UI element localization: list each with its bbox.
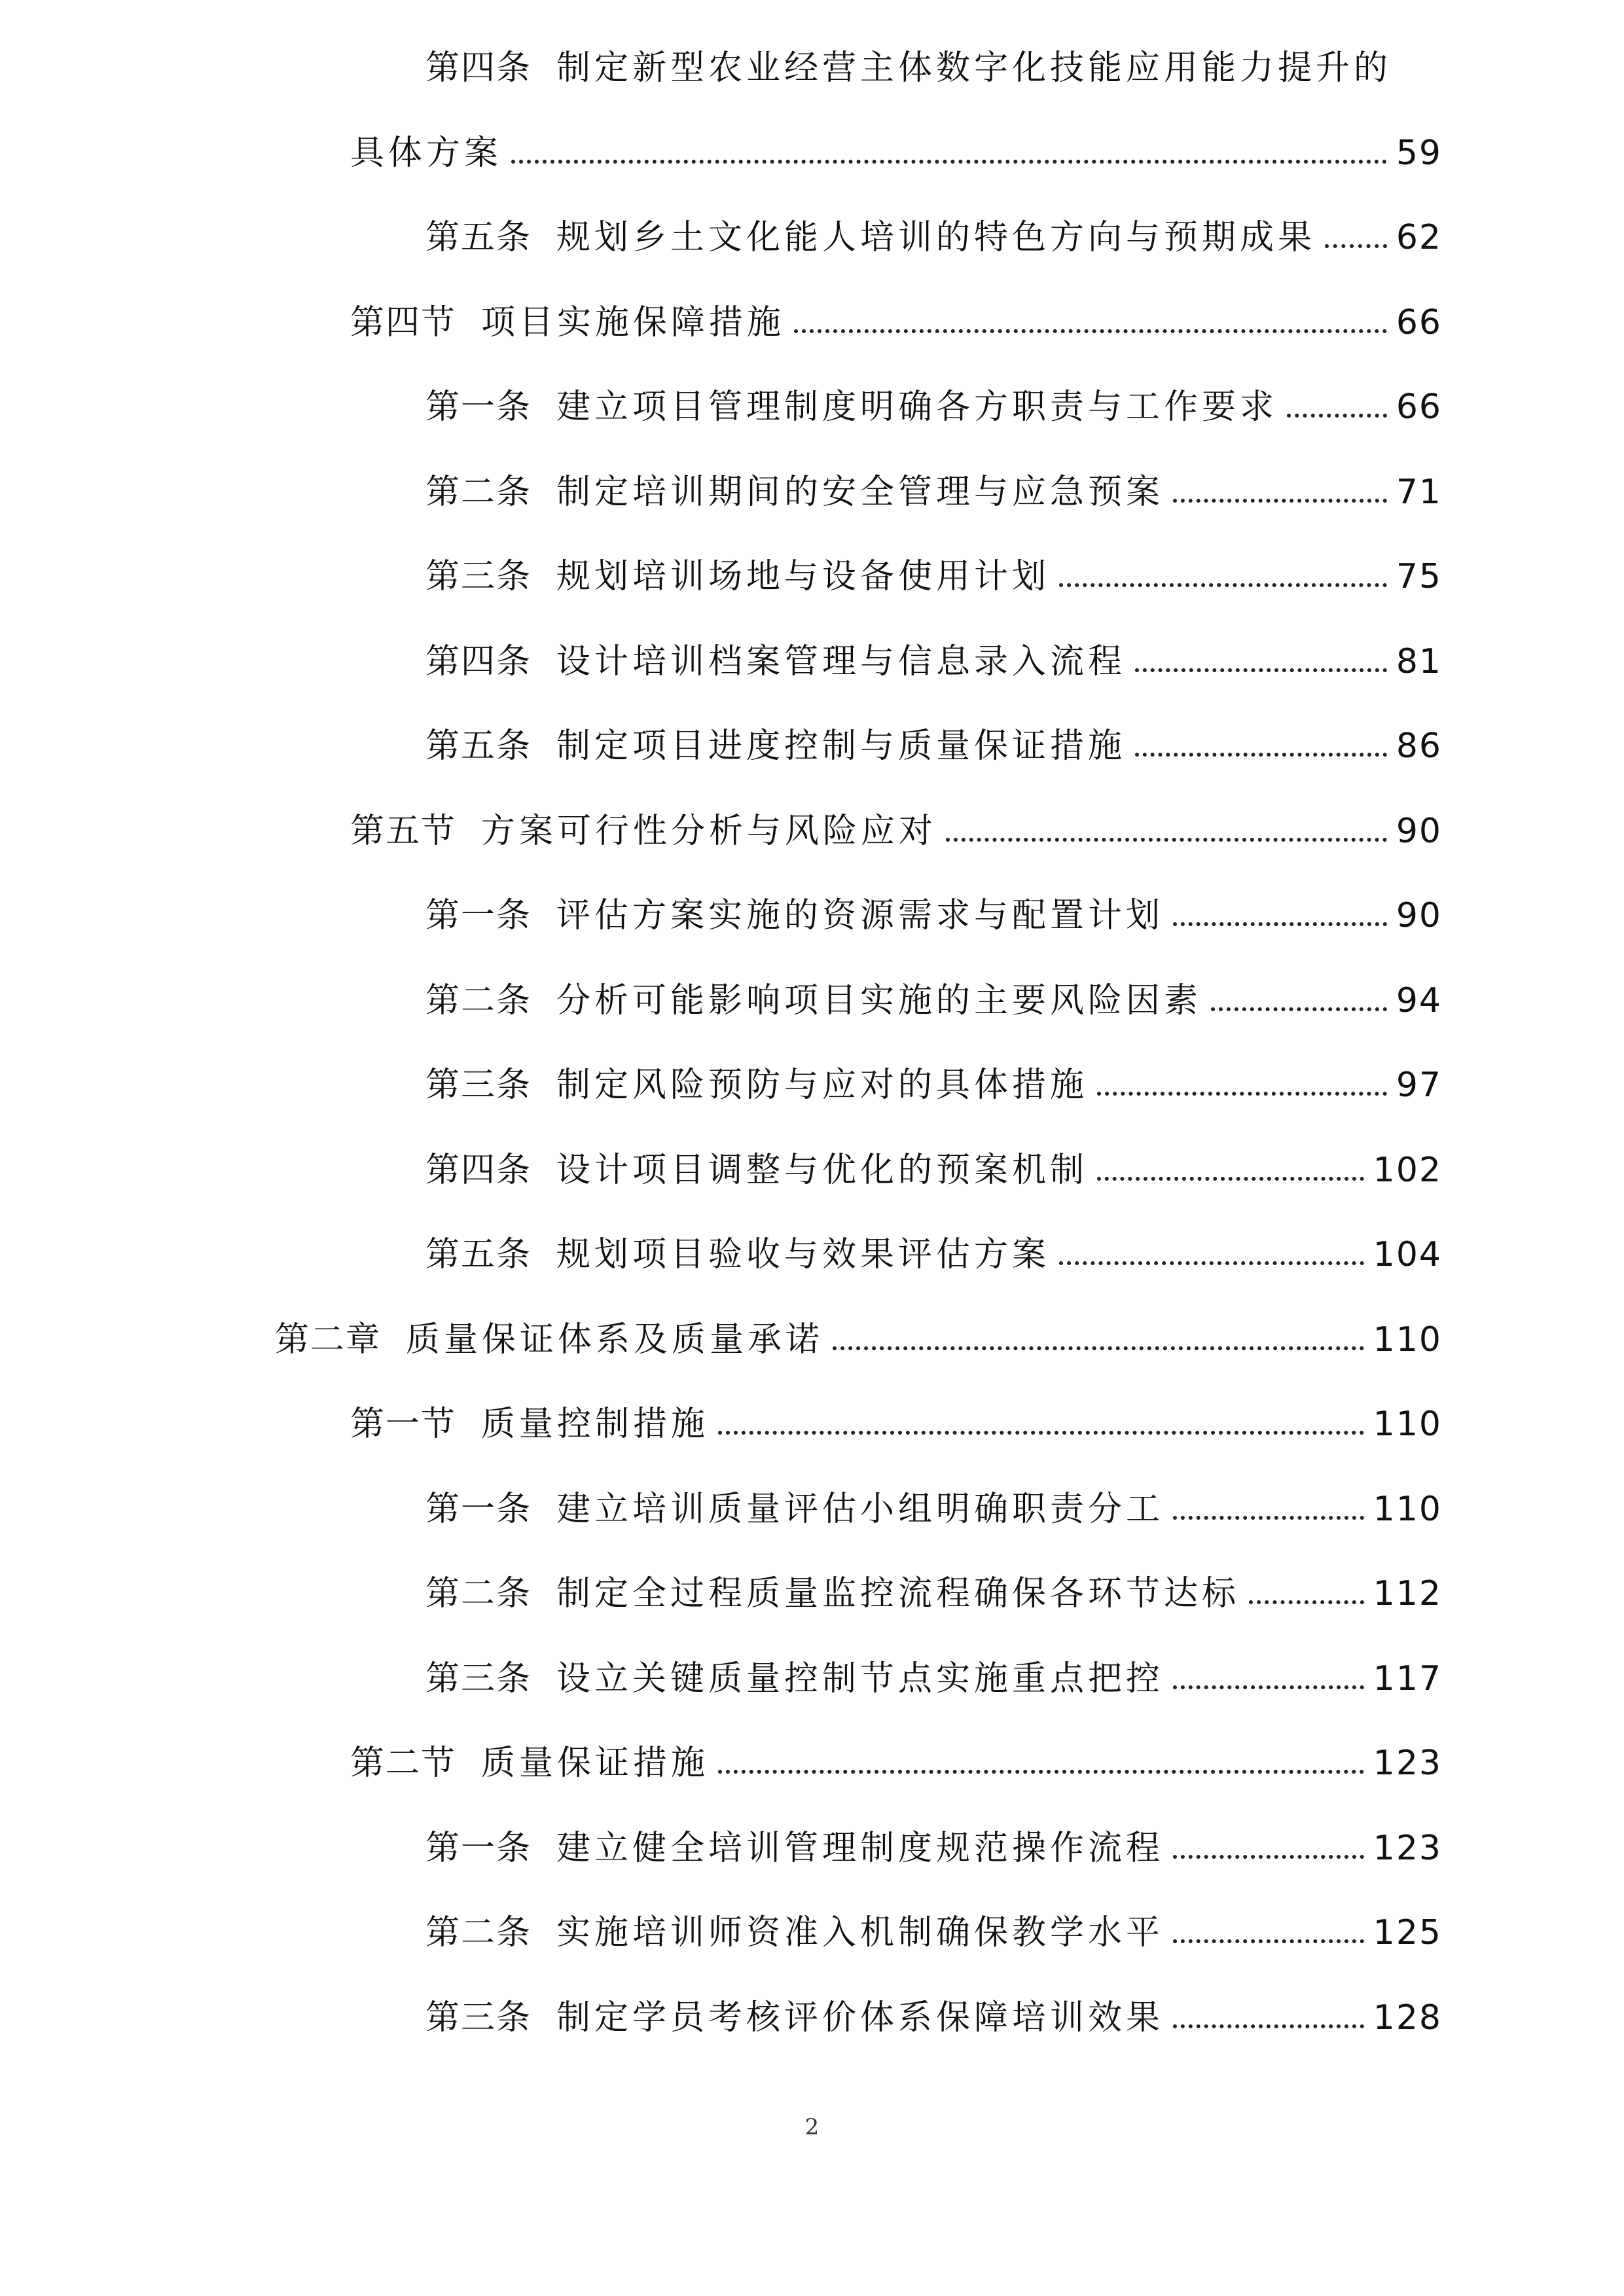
toc-entry-label: 第二条 [425, 980, 532, 1020]
toc-entry-page-number: 117 [1373, 1659, 1442, 1698]
toc-dot-leader [511, 160, 1387, 164]
toc-entry-page-number: 110 [1373, 1319, 1442, 1359]
toc-entry[interactable] [425, 1624, 1442, 1696]
toc-entry-page-number: 75 [1396, 557, 1442, 596]
toc-dot-leader [1173, 1855, 1364, 1859]
toc-entry-title: 建立项目管理制度明确各方职责与工作要求 [556, 387, 1278, 427]
toc-entry-page-number: 110 [1373, 1489, 1442, 1529]
toc-dot-leader [1173, 499, 1387, 503]
toc-entry-label: 第二节 [350, 1744, 457, 1783]
toc-entry-title: 规划项目验收与效果评估方案 [556, 1235, 1051, 1274]
toc-dot-leader [1059, 583, 1387, 587]
toc-entry-title: 制定风险预防与应对的具体措施 [556, 1066, 1089, 1105]
toc-dot-leader [1173, 1516, 1364, 1520]
toc-entry-label: 第五条 [425, 218, 532, 257]
toc-dot-leader [1097, 1092, 1387, 1096]
toc-entry[interactable] [425, 437, 1442, 512]
toc-entry-label: 第三条 [425, 557, 532, 596]
toc-entry[interactable] [425, 1200, 1442, 1272]
toc-dot-leader [718, 1770, 1364, 1774]
toc-entry-page-number: 102 [1373, 1150, 1442, 1190]
toc-entry-label: 第三条 [425, 1659, 532, 1698]
toc-entry-title: 具体方案 [350, 133, 503, 173]
toc-entry-page-number: 90 [1396, 811, 1442, 851]
toc-entry-title: 质量保证体系及质量承诺 [406, 1319, 824, 1359]
toc-entry-title: 制定项目进度控制与质量保证措施 [556, 726, 1127, 766]
toc-entry-title: 项目实施保障措施 [481, 302, 785, 342]
toc-dot-leader [718, 1431, 1364, 1435]
toc-entry-title: 建立健全培训管理制度规范操作流程 [556, 1828, 1164, 1868]
toc-entry-title: 制定全过程质量监控流程确保各环节达标 [556, 1574, 1240, 1613]
toc-entry[interactable] [425, 1115, 1442, 1190]
toc-dot-leader [1135, 753, 1387, 757]
toc-entry[interactable] [350, 98, 1442, 173]
toc-entry-title: 质量控制措施 [481, 1405, 710, 1444]
toc-entry-page-number: 62 [1396, 218, 1442, 257]
toc-entry-page-number: 104 [1373, 1235, 1442, 1274]
toc-dot-leader [1173, 1939, 1364, 1943]
toc-entry-page-number: 81 [1396, 641, 1442, 681]
toc-entry-page-number: 125 [1373, 1913, 1442, 1952]
toc-entry[interactable] [425, 861, 1442, 933]
toc-entry[interactable] [425, 352, 1442, 427]
toc-entry-page-number: 110 [1373, 1405, 1442, 1444]
toc-entry-title: 规划培训场地与设备使用计划 [556, 557, 1051, 596]
toc-entry-page-number: 59 [1396, 133, 1442, 173]
toc-entry-label: 第四条 [425, 48, 532, 88]
toc-dot-leader [1325, 244, 1387, 248]
toc-entry-label: 第二条 [425, 472, 532, 512]
toc-entry-title: 质量保证措施 [481, 1744, 710, 1783]
toc-entry-page-number: 86 [1396, 726, 1442, 766]
toc-dot-leader [833, 1346, 1364, 1350]
toc-entry-label: 第五条 [425, 1235, 532, 1274]
toc-entry-title: 制定培训期间的安全管理与应急预案 [556, 472, 1164, 512]
toc-dot-leader [794, 329, 1387, 333]
toc-entry-label: 第二条 [425, 1913, 532, 1952]
toc-dot-leader [1173, 922, 1387, 926]
toc-entry-label: 第四节 [350, 302, 457, 342]
toc-entry-label: 第一条 [425, 387, 532, 427]
toc-entry-label: 第一节 [350, 1405, 457, 1444]
toc-entry-page-number: 90 [1396, 896, 1442, 935]
toc-entry-title: 设计培训档案管理与信息录入流程 [556, 641, 1127, 681]
toc-entry[interactable] [350, 1369, 1442, 1444]
toc-dot-leader [1135, 668, 1387, 672]
toc-entry-title: 实施培训师资准入机制确保教学水平 [556, 1913, 1164, 1952]
toc-entry-title: 规划乡土文化能人培训的特色方向与预期成果 [556, 218, 1316, 257]
toc-entry[interactable] [350, 268, 1442, 340]
toc-dot-leader [1249, 1600, 1364, 1604]
toc-entry[interactable] [350, 1708, 1442, 1783]
toc-dot-leader [946, 838, 1387, 842]
toc-entry-page-number: 123 [1373, 1744, 1442, 1783]
toc-entry-page-number: 66 [1396, 302, 1442, 342]
toc-entry-page-number: 128 [1373, 1998, 1442, 2037]
toc-entry-title: 方案可行性分析与风险应对 [481, 811, 937, 851]
toc-entry-label: 第一条 [425, 1489, 532, 1529]
toc-entry-label: 第三条 [425, 1998, 532, 2037]
toc-entry-page-number: 112 [1373, 1574, 1442, 1613]
toc-entry-page-number: 123 [1373, 1828, 1442, 1868]
toc-dot-leader [1211, 1007, 1387, 1011]
toc-entry-label: 第一条 [425, 896, 532, 935]
toc-entry[interactable] [425, 1539, 1442, 1611]
toc-dot-leader [1287, 414, 1387, 418]
toc-entry-page-number: 71 [1396, 472, 1442, 512]
toc-entry-label: 第四条 [425, 641, 532, 681]
toc-entry-label: 第二条 [425, 1574, 532, 1613]
toc-entry-label: 第二章 [275, 1319, 382, 1359]
toc-entry[interactable] [425, 607, 1442, 679]
toc-entry[interactable] [425, 522, 1442, 594]
toc-dot-leader [1173, 2024, 1364, 2028]
toc-entry[interactable] [275, 1285, 1442, 1357]
toc-entry-label: 第五条 [425, 726, 532, 766]
toc-entry[interactable] [425, 1030, 1442, 1105]
toc-dot-leader [1059, 1261, 1364, 1265]
toc-entry-page-number: 97 [1396, 1066, 1442, 1105]
toc-entry-title: 分析可能影响项目实施的主要风险因素 [556, 980, 1202, 1020]
footer-page-number: 2 [804, 2114, 820, 2140]
toc-entry[interactable] [425, 13, 1392, 88]
toc-dot-leader [1173, 1685, 1364, 1689]
toc-entry[interactable] [425, 946, 1442, 1018]
toc-entry[interactable] [425, 1878, 1442, 1950]
toc-entry-page-number: 94 [1396, 980, 1442, 1020]
toc-entry[interactable] [425, 1454, 1442, 1529]
toc-entry-title: 制定新型农业经营主体数字化技能应用能力提升的 [556, 48, 1392, 88]
toc-entry-title: 评估方案实施的资源需求与配置计划 [556, 896, 1164, 935]
toc-entry[interactable] [425, 183, 1442, 255]
toc-entry-title: 制定学员考核评价体系保障培训效果 [556, 1998, 1164, 2037]
toc-entry-label: 第四条 [425, 1150, 532, 1190]
toc-entry-page-number: 66 [1396, 387, 1442, 427]
toc-entry-title: 设立关键质量控制节点实施重点把控 [556, 1659, 1164, 1698]
toc-dot-leader [1097, 1177, 1364, 1181]
toc-entry[interactable] [425, 691, 1442, 766]
toc-entry-title: 建立培训质量评估小组明确职责分工 [556, 1489, 1164, 1529]
toc-entry-label: 第三条 [425, 1066, 532, 1105]
toc-entry-label: 第五节 [350, 811, 457, 851]
toc-entry[interactable] [425, 1963, 1442, 2035]
toc-entry[interactable] [425, 1793, 1442, 1868]
toc-entry-title: 设计项目调整与优化的预案机制 [556, 1150, 1089, 1190]
toc-entry-label: 第一条 [425, 1828, 532, 1868]
toc-entry[interactable] [350, 776, 1442, 851]
